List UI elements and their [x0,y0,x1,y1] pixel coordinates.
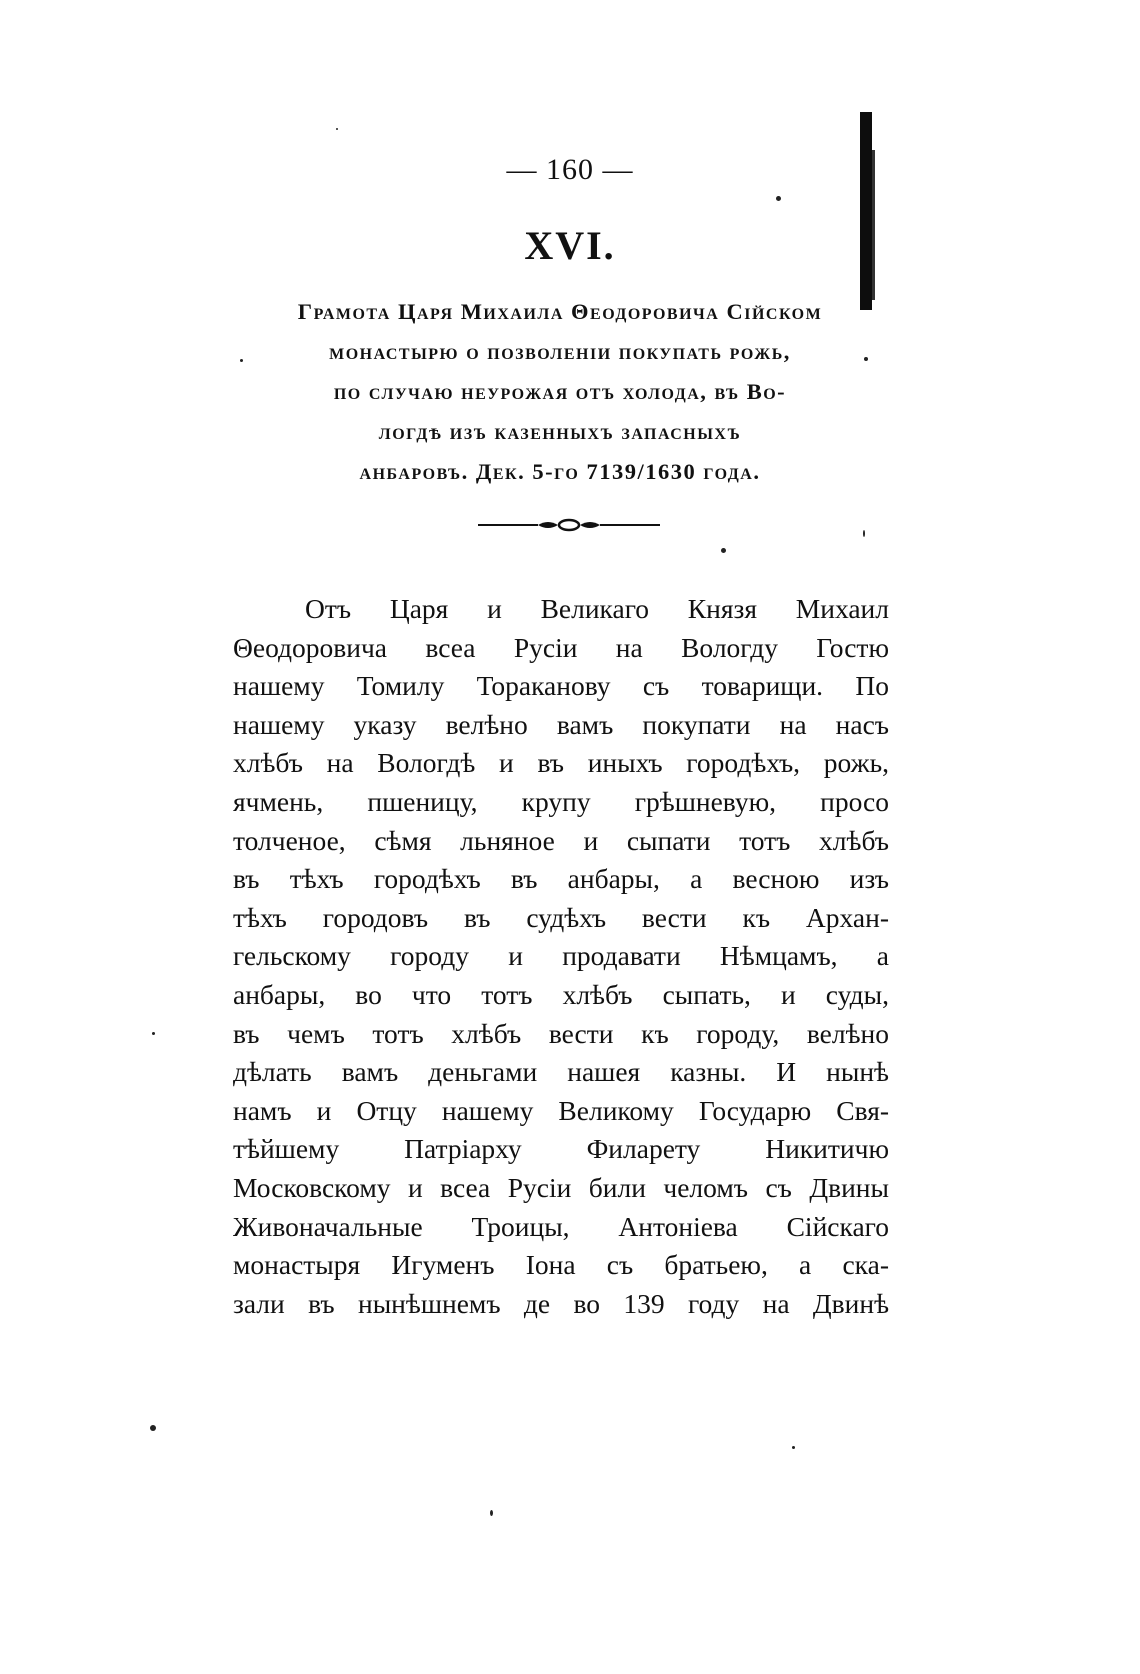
ornament-divider-icon [478,518,660,532]
document-heading [240,292,880,492]
scan-speck [490,1510,493,1516]
body-line: тѣхъ городовъ въ судѣхъ вести къ Архан- [233,901,889,933]
page-number: — 160 — [506,153,634,186]
body-line: зали въ нынѣшнемъ де во 139 году на Двинѣ [233,1287,889,1319]
body-line: хлѣбъ на Вологдѣ и въ иныхъ городѣхъ, рожь, [233,747,889,779]
body-line: дѣлать вамъ деньгами нашея казны. И нынѣ [233,1056,889,1088]
scan-speck [336,128,338,130]
body-line: Θеодоровича всеа Русіи на Вологду Гостю [233,631,889,663]
body-line: ячмень, пшеницу, крупу грѣшневую, просо [233,785,889,817]
section-numeral: XVI. [524,223,616,268]
body-line: намъ и Отцу нашему Великому Государю Свя- [233,1094,889,1126]
scan-speck [721,548,726,553]
scan-speck [864,357,868,361]
heading-line: монастырю о позволеніи покупать рожь, [329,339,791,364]
body-line: тѣйшему Патріарху Филарету Никитичю [233,1133,889,1165]
scan-speck [152,1032,155,1035]
heading-line: логдѣ изъ казенныхъ запасныхъ [378,419,742,444]
body-line: анбары, во что тотъ хлѣбъ сыпать, и суды, [233,978,889,1010]
scan-speck [776,196,781,201]
scan-speck [240,359,243,362]
document-body [233,590,889,1323]
scan-speck [863,530,865,537]
heading-line: анбаровъ. Дек. 5-го 7139/1630 года. [359,459,761,484]
body-line: Московскому и всеа Русіи били челомъ съ Двины [233,1171,889,1203]
body-line: въ чемъ тотъ хлѣбъ вести къ городу, велѣно [233,1017,889,1049]
body-line: гельскому городу и продавати Нѣмцамъ, а [233,940,889,972]
scan-speck [792,1446,795,1449]
body-line: въ тѣхъ городѣхъ въ анбары, а весною изъ [233,863,889,895]
body-line: толченое, сѣмя льняное и сыпати тотъ хлѣбъ [233,824,889,856]
body-line: Отъ Царя и Великаго Князя Михаил [305,593,889,624]
body-line: монастыря Игуменъ Іона съ братьею, а ска- [233,1249,889,1281]
body-line: нашему Томилу Тораканову съ товарищи. По [233,670,889,702]
heading-line: по случаю неурожая отъ холода, въ Во- [333,379,787,404]
body-line: Живоначальные Троицы, Антоніева Сійскаго [233,1210,889,1242]
body-line: нашему указу велѣно вамъ покупати на насъ [233,708,889,740]
scan-speck [150,1425,156,1431]
heading-line: Грамота Царя Михаила Θеодоровича Сійском [297,299,823,324]
page-edge-shadow [860,112,872,310]
